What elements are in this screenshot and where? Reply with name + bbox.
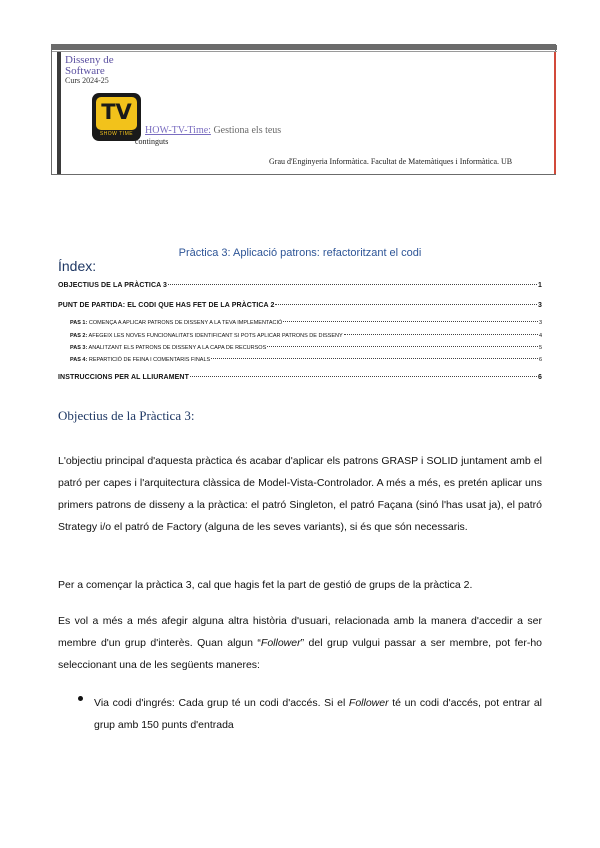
- toc-entry-page: 3: [538, 302, 542, 309]
- toc-step-prefix: PAS 4:: [70, 357, 88, 363]
- header-right-bar: [554, 52, 556, 174]
- paragraph-objective: L'objectiu principal d'aquesta pràctica és acabar d'aplicar els patrons GRASP i SOLID juntament amb el patró per capes i l'arquitectura clàssica de Model-Vista-Controlador. A més a més, es pretén aplicar uns primers patrons de disseny a la pràctica: el patró Singleton, el patró Façana (sinó l'has usat ja), el patró Strategy i/o el patró de Factory (alguna de les seves variants), si és que són necessaris.: [58, 455, 542, 533]
- toc-step-prefix: PAS 2:: [70, 333, 88, 339]
- toc-entry-page: 1: [538, 282, 542, 289]
- app-tagline-part2: continguts: [135, 137, 169, 146]
- toc-entry[interactable]: [58, 282, 542, 289]
- toc-step-prefix: PAS 3:: [70, 345, 88, 351]
- course-year: Curs 2024-25: [65, 76, 109, 85]
- paragraph-membership-a: Es vol a més a més afegir alguna altra història d'usuari, relacionada amb la manera d'accedir a ser membre d'un grup d'interès. Quan algun “: [58, 615, 542, 649]
- course-title: [65, 55, 114, 77]
- toc-leader: [283, 321, 538, 322]
- emphasis-follower: Follower: [348, 697, 389, 709]
- course-title-line2: Software: [65, 65, 105, 77]
- app-name-line: [145, 125, 281, 136]
- toc-leader: [211, 358, 538, 359]
- section-heading: Objectius de la Pràctica 3:: [58, 408, 195, 423]
- toc-entry-title: INSTRUCCIONS PER AL LLIURAMENT: [58, 374, 189, 381]
- toc-subentry[interactable]: [70, 345, 542, 351]
- course-title-line1: Disseny de: [65, 54, 114, 66]
- toc-leader: [267, 346, 538, 347]
- emphasis-follower: Follower: [260, 637, 301, 649]
- toc-entry-page: 5: [538, 345, 542, 351]
- toc-entry-page: 3: [538, 320, 542, 326]
- index-heading: Índex:: [58, 258, 97, 274]
- toc-entry[interactable]: [58, 302, 542, 309]
- toc-entry-title: OBJECTIUS DE LA PRÀCTICA 3: [58, 282, 168, 289]
- app-tagline-part1: Gestiona els teus: [210, 125, 282, 136]
- toc-leader: [190, 376, 537, 377]
- toc-entry-title: [70, 320, 282, 326]
- header-top-rule: [52, 45, 557, 50]
- toc-subentry[interactable]: [70, 320, 542, 326]
- toc-entry-page: 6: [538, 357, 542, 363]
- toc-step-title: COMENÇA A APLICAR PATRONS DE DISSENY A LA TEVA IMPLEMENTACIÓ: [87, 320, 283, 326]
- tv-logo-icon: [92, 93, 141, 141]
- app-brand: HOW-TV-Time:: [145, 125, 211, 136]
- paragraph-membership: [58, 610, 542, 676]
- tv-screen-icon: [96, 97, 137, 130]
- header-top-thin-rule: [52, 51, 557, 52]
- toc-step-title: REPARTICIÓ DE FEINA I COMENTARIS FINALS: [87, 357, 211, 363]
- document-header: [51, 44, 556, 175]
- bullet-icon: [76, 692, 86, 702]
- bullet-dot: [78, 696, 83, 701]
- logo-caption: SHOW TIME: [99, 131, 134, 137]
- toc-entry-title: PUNT DE PARTIDA: EL CODI QUE HAS FET DE LA PRÀCTICA 2: [58, 302, 275, 309]
- toc-entry-title: [70, 345, 266, 351]
- toc-leader: [275, 304, 537, 305]
- toc-subentry[interactable]: [70, 357, 542, 363]
- toc-entry-page: 6: [538, 374, 542, 381]
- header-left-bar: [57, 52, 61, 174]
- paragraph-membership-b: ” del grup vulgui passar a ser membre, pot fer-ho seleccionant una de les següents maneres:: [58, 637, 542, 671]
- toc-step-prefix: PAS 1:: [70, 320, 88, 326]
- bullet-text-a: Via codi d'ingrés: Cada grup té un codi d'accés. Si el: [94, 697, 349, 709]
- toc-entry[interactable]: [58, 374, 542, 381]
- toc-entry-title: [70, 333, 343, 339]
- document-title: Pràctica 3: Aplicació patrons: refactoritzant el codi: [178, 247, 422, 259]
- toc-entry-title: [70, 357, 210, 363]
- degree-affiliation: Grau d'Enginyeria Informàtica. Facultat de Matemàtiques i Informàtica. UB: [269, 157, 513, 166]
- paragraph-start: Per a començar la pràctica 3, cal que hagis fet la part de gestió de grups de la pràctica 2.: [58, 579, 473, 591]
- toc-subentry[interactable]: [70, 333, 542, 339]
- bullet-text-b: té un codi d'accés, pot entrar al grup amb 150 punts d'entrada: [94, 697, 542, 731]
- toc-leader: [344, 334, 538, 335]
- toc-step-title: ANALITZANT ELS PATRONS DE DISSENY A LA CAPA DE RECURSOS: [87, 345, 267, 351]
- bullet-item: [94, 692, 542, 736]
- toc-leader: [168, 284, 537, 285]
- toc-step-title: AFEGEIX LES NOVES FUNCIONALITATS IDENTIFICANT SI POTS APLICAR PATRONS DE DISSENY: [87, 333, 343, 339]
- toc-entry-page: 4: [538, 333, 542, 339]
- logo-glyph: TV: [101, 100, 132, 124]
